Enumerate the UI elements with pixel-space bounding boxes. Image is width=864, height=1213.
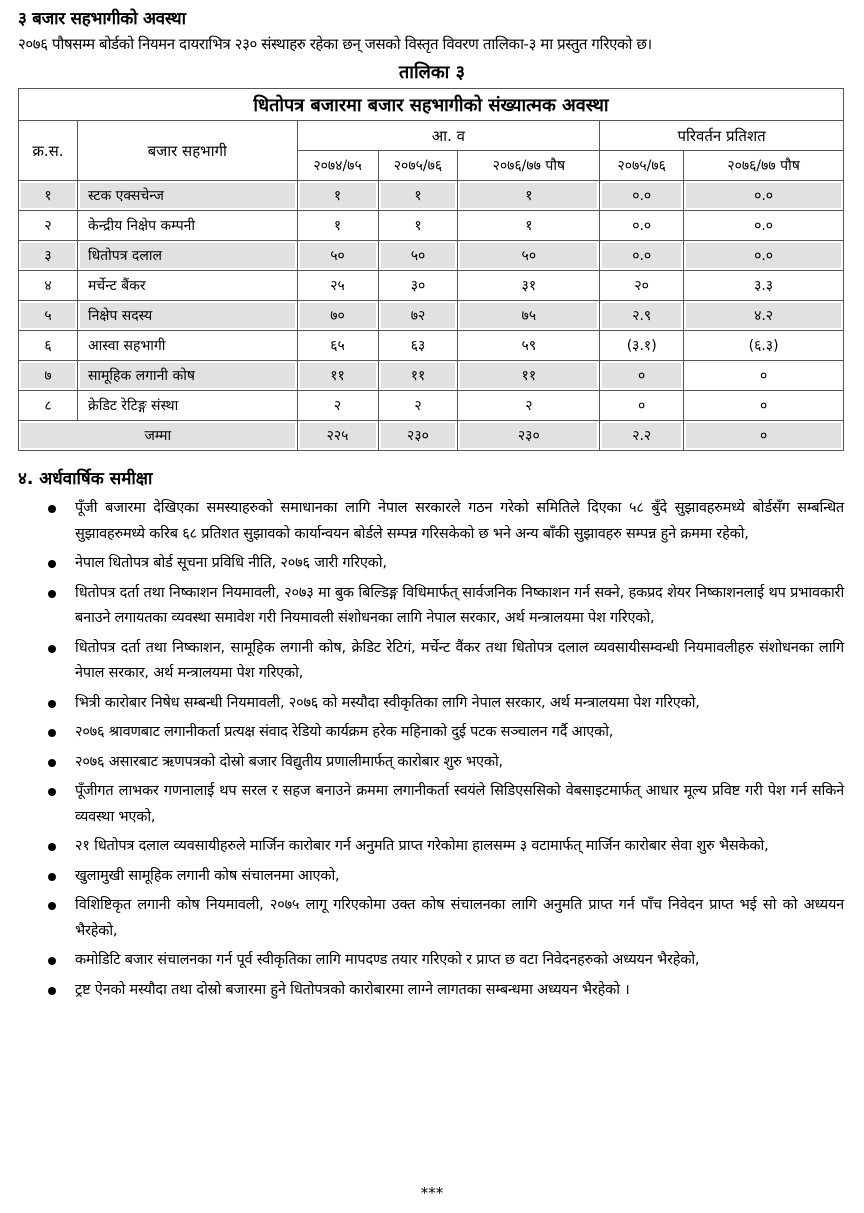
bullet-icon <box>48 957 56 965</box>
bullet-text: कमोडिटि बजार संचालनका गर्न पूर्व स्वीकृतिका लागि मापदण्ड तयार गरिएको र प्राप्त छ वटा निवेदनहरुको अध्ययन भैरहेको, <box>75 952 700 968</box>
header-sn: क्र.स. <box>19 121 78 181</box>
bullet-text: पूँजीगत लाभकर गणनालाई थप सरल र सहज बनाउने क्रममा लगानीकर्ता स्वयंले सिडिएससिको वेबसाइटमार्फत् आधार मूल्य प्रविष्ट गरी पेश गर्न सकिने व्यवस्था भएको, <box>75 783 844 825</box>
bullet-text: विशिष्टिकृत लगानी कोष नियमावली, २०७५ लागू गरिएकोमा उक्त कोष संचालनका लागि अनुमति प्राप्त गर्न पाँच निवेदन प्राप्त भई सो को अध्ययन भैरहेको, <box>75 897 844 939</box>
total-fy3: २३० <box>458 421 600 451</box>
table-row <box>19 211 844 241</box>
total-row <box>19 421 844 451</box>
table-title: धितोपत्र बजारमा बजार सहभागीको संख्यात्मक अवस्था <box>19 89 844 121</box>
bullet-text: २०७६ श्रावणबाट लगानीकर्ता प्रत्यक्ष संवाद रेडियो कार्यक्रम हरेक महिनाको दुई पटक सञ्चालन गर्दै आएको, <box>75 724 614 740</box>
cell-ch2: ० <box>684 391 844 421</box>
review-bullet-list <box>0 496 864 1007</box>
table-row <box>19 241 844 271</box>
cell-name: धितोपत्र दलाल <box>77 241 297 271</box>
cell-sn: १ <box>19 181 78 211</box>
list-item <box>0 691 864 717</box>
section3-intro: २०७६ पौषसम्म बोर्डको नियमन दायराभित्र २३० संस्थाहरु रहेका छन् जसको विस्तृत विवरण तालिका-३ मा प्रस्तुत गरिएको छ। <box>18 35 652 53</box>
cell-name: स्टक एक्सचेन्ज <box>77 181 297 211</box>
bullet-text: २०७६ असारबाट ऋणपत्रको दोस्रो बजार विद्युतीय प्रणालीमार्फत् कारोबार शुरु भएको, <box>75 753 503 770</box>
cell-name: क्रेडिट रेटिङ्ग संस्था <box>77 391 297 421</box>
cell-fy2: ७२ <box>378 301 458 331</box>
bullet-icon <box>48 843 56 851</box>
cell-ch1: ०.० <box>600 211 684 241</box>
bullet-icon <box>48 788 56 796</box>
bullet-icon <box>48 759 56 767</box>
table-row <box>19 331 844 361</box>
header-fy-col: २०७४/७५ <box>297 151 378 181</box>
cell-name: मर्चेन्ट बैंकर <box>77 271 297 301</box>
bullet-icon <box>48 902 56 910</box>
cell-fy1: ११ <box>297 361 378 391</box>
cell-sn: ४ <box>19 271 78 301</box>
cell-fy2: ११ <box>378 361 458 391</box>
cell-ch1: २० <box>600 271 684 301</box>
cell-fy1: ५० <box>297 241 378 271</box>
table-row <box>19 271 844 301</box>
bullet-icon <box>48 505 56 513</box>
table-caption: तालिका ३ <box>399 62 465 83</box>
header-change-col: २०७५/७६ <box>600 151 684 181</box>
header-fy-col: २०७५/७६ <box>378 151 458 181</box>
list-item <box>0 834 864 860</box>
header-change-percent: परिवर्तन प्रतिशत <box>600 121 844 151</box>
cell-sn: ५ <box>19 301 78 331</box>
cell-fy3: २ <box>458 391 600 421</box>
section4-heading: ४. अर्धवार्षिक समीक्षा <box>18 469 153 489</box>
list-item <box>0 720 864 746</box>
cell-fy3: ११ <box>458 361 600 391</box>
cell-fy2: ५० <box>378 241 458 271</box>
list-item <box>0 779 864 830</box>
cell-ch1: (३.१) <box>600 331 684 361</box>
cell-name: आस्वा सहभागी <box>77 331 297 361</box>
section3-heading: ३ बजार सहभागीको अवस्था <box>18 9 186 29</box>
cell-fy3: १ <box>458 181 600 211</box>
bullet-icon <box>48 873 56 881</box>
cell-ch2: ३.३ <box>684 271 844 301</box>
cell-fy3: ५९ <box>458 331 600 361</box>
cell-fy2: १ <box>378 181 458 211</box>
bullet-icon <box>48 590 56 598</box>
cell-ch1: ० <box>600 361 684 391</box>
cell-fy2: ३० <box>378 271 458 301</box>
list-item <box>0 496 864 547</box>
cell-name: निक्षेप सदस्य <box>77 301 297 331</box>
cell-ch2: ०.० <box>684 181 844 211</box>
table-row <box>19 181 844 211</box>
total-fy1: २२५ <box>297 421 378 451</box>
cell-ch1: ० <box>600 391 684 421</box>
cell-sn: ६ <box>19 331 78 361</box>
cell-sn: ८ <box>19 391 78 421</box>
cell-name: केन्द्रीय निक्षेप कम्पनी <box>77 211 297 241</box>
bullet-text: नेपाल धितोपत्र बोर्ड सूचना प्रविधि नीति, २०७६ जारी गरिएको, <box>75 555 387 571</box>
bullet-icon <box>48 729 56 737</box>
cell-ch2: ४.२ <box>684 301 844 331</box>
cell-fy2: १ <box>378 211 458 241</box>
market-participants-table <box>18 88 844 451</box>
cell-ch2: ०.० <box>684 241 844 271</box>
end-of-section-mark: *** <box>420 1184 444 1202</box>
total-ch2: ० <box>684 421 844 451</box>
cell-ch1: ०.० <box>600 181 684 211</box>
list-item <box>0 750 864 776</box>
cell-fy1: १ <box>297 211 378 241</box>
cell-fy2: २ <box>378 391 458 421</box>
list-item <box>0 948 864 974</box>
list-item <box>0 551 864 577</box>
bullet-icon <box>48 645 56 653</box>
cell-fy1: ६५ <box>297 331 378 361</box>
cell-ch2: ० <box>684 361 844 391</box>
bullet-text: धितोपत्र दर्ता तथा निष्काशन, सामूहिक लगानी कोष, क्रेडिट रेटिगं, मर्चेन्ट वैंकर तथा धितोपत्र दलाल व्यवसायीसम्वन्धी नियमावलीहरु संशोधनका लागि नेपाल सरकार, अर्थ मन्त्रालयमा पेश गरिएको, <box>75 639 844 681</box>
table-row <box>19 391 844 421</box>
cell-sn: ७ <box>19 361 78 391</box>
bullet-text: धितोपत्र दर्ता तथा निष्काशन नियमावली, २०७३ मा बुक बिल्डिङ्ग विधिमार्फत् सार्वजनिक निष्काशन गर्न सक्ने, हकप्रद शेयर निष्काशनलाई थप प्रभावकारी बनाउने लगायतका व्यवस्था समावेश गरी नियमावली संशोधनका लागि नेपाल सरकार, अर्थ मन्त्रालयमा पेश गरिएको, <box>75 584 844 626</box>
header-participant: बजार सहभागी <box>77 121 297 181</box>
list-item <box>0 581 864 632</box>
total-label: जम्मा <box>19 421 298 451</box>
cell-ch2: (६.३) <box>684 331 844 361</box>
cell-sn: २ <box>19 211 78 241</box>
bullet-icon <box>48 987 56 995</box>
cell-fy3: ३१ <box>458 271 600 301</box>
total-fy2: २३० <box>378 421 458 451</box>
bullet-text: पूँजी बजारमा देखिएका समस्याहरुको समाधानका लागि नेपाल सरकारले गठन गरेको समितिले दिएका ५८ बुँदे सुझावहरुमध्ये बोर्डसँग सम्बन्धित सुझावहरुमध्ये करिब ६८ प्रतिशत सुझावको कार्यान्वयन बोर्डले सम्पन्न गरिसकेको छ भने अन्य बाँकी सुझावहरु सम्पन्न हुने क्रममा रहेको, <box>75 500 844 542</box>
bullet-icon <box>48 560 56 568</box>
cell-fy1: १ <box>297 181 378 211</box>
header-fiscal-year: आ. व <box>297 121 600 151</box>
cell-ch2: ०.० <box>684 211 844 241</box>
list-item <box>0 864 864 890</box>
cell-fy3: ७५ <box>458 301 600 331</box>
cell-ch1: २.९ <box>600 301 684 331</box>
bullet-text: भित्री कारोबार निषेध सम्बन्धी नियमावली, २०७६ को मस्यौदा स्वीकृतिका लागि नेपाल सरकार, अर्थ मन्त्रालयमा पेश गरिएको, <box>75 694 700 711</box>
cell-fy1: २५ <box>297 271 378 301</box>
cell-fy2: ६३ <box>378 331 458 361</box>
total-ch1: २.२ <box>600 421 684 451</box>
cell-sn: ३ <box>19 241 78 271</box>
cell-fy1: ७० <box>297 301 378 331</box>
bullet-icon <box>48 700 56 708</box>
bullet-text: ट्रष्ट ऐनको मस्यौदा तथा दोस्रो बजारमा हुने धितोपत्रको कारोबारमा लाग्ने लागतका सम्बन्धमा अध्ययन भैरहेको । <box>75 981 630 998</box>
header-fy-col: २०७६/७७ पौष <box>458 151 600 181</box>
table-row <box>19 361 844 391</box>
list-item <box>0 978 864 1004</box>
cell-ch1: ०.० <box>600 241 684 271</box>
cell-name: सामूहिक लगानी कोष <box>77 361 297 391</box>
bullet-text: २१ धितोपत्र दलाल व्यवसायीहरुले मार्जिन कारोबार गर्न अनुमति प्राप्त गरेकोमा हालसम्म ३ वटामार्फत् मार्जिन कारोबार सेवा शुरु भैसकेको, <box>75 838 769 854</box>
cell-fy1: २ <box>297 391 378 421</box>
list-item <box>0 636 864 687</box>
cell-fy3: १ <box>458 211 600 241</box>
cell-fy3: ५० <box>458 241 600 271</box>
header-change-col: २०७६/७७ पौष <box>684 151 844 181</box>
table-row <box>19 301 844 331</box>
list-item <box>0 893 864 944</box>
bullet-text: खुलामुखी सामूहिक लगानी कोष संचालनमा आएको, <box>75 867 340 884</box>
